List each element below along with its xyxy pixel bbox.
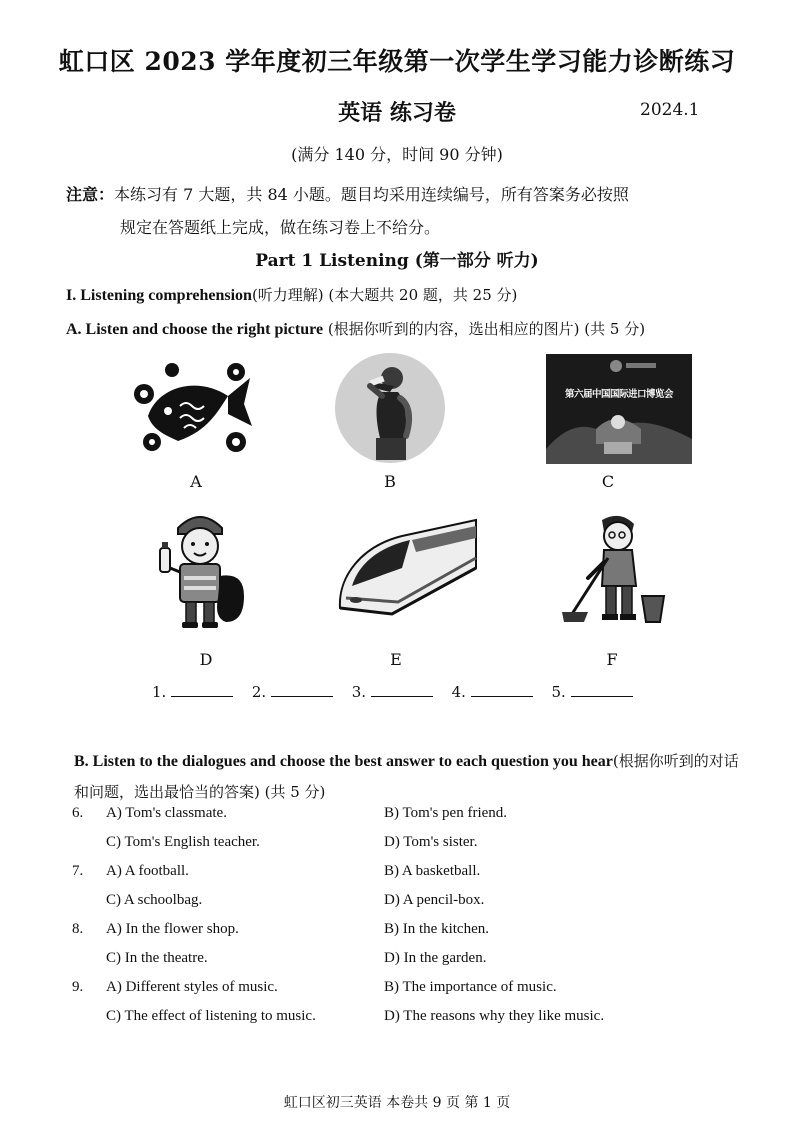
picture-label-e: E: [390, 650, 402, 669]
woman-drinking-icon: [334, 352, 446, 464]
option-b: B) A basketball.: [384, 863, 481, 879]
part-1-heading: Part 1 Listening (第一部分 听力): [255, 251, 539, 271]
answer-blank[interactable]: 3.: [352, 682, 433, 701]
option-c: C) In the theatre.: [106, 950, 208, 966]
notice-block: [66, 178, 736, 244]
question-number: 6.: [72, 805, 84, 821]
expo-poster-text: 第六届中国国际进口博览会: [564, 389, 673, 400]
option-b: B) Tom's pen friend.: [384, 805, 508, 821]
option-a: A) A football.: [106, 863, 189, 879]
picture-label-d: D: [199, 650, 213, 669]
section-1-title-cn: (听力理解) (本大题共 20 题，共 25 分): [251, 286, 518, 304]
paper-cut-fish-icon: [128, 356, 256, 460]
notice-label: 注意：: [66, 185, 115, 204]
notice-line-2: 规定在答题纸上完成，做在练习卷上不给分。: [120, 218, 441, 237]
picture-label-f: F: [606, 650, 618, 669]
exam-date: 2024.1: [640, 100, 700, 120]
option-b: B) In the kitchen.: [384, 921, 489, 937]
score-time: (满分 140 分，时间 90 分钟): [291, 145, 503, 164]
expo-poster-icon: [546, 354, 692, 464]
exam-title: 虹口区 2023 学年度初三年级第一次学生学习能力诊断练习: [58, 47, 736, 76]
option-b: B) The importance of music.: [384, 979, 557, 995]
picture-label-b: B: [384, 472, 396, 491]
section-a-title-cn: (根据你听到的内容，选出相应的图片) (共 5 分): [323, 320, 646, 338]
answer-blank[interactable]: 4.: [452, 682, 533, 701]
volunteer-boy-icon: [148, 506, 252, 632]
answer-blanks: [152, 682, 647, 701]
question-number: 7.: [72, 863, 84, 879]
option-c: C) A schoolbag.: [106, 892, 203, 908]
question-number: 8.: [72, 921, 84, 937]
option-d: D) The reasons why they like music.: [384, 1008, 605, 1024]
picture-label-c: C: [601, 472, 615, 491]
answer-blank[interactable]: 1.: [152, 682, 233, 701]
option-a: A) Tom's classmate.: [106, 805, 227, 821]
section-1-title-en: I. Listening comprehension: [66, 287, 252, 304]
option-c: C) Tom's English teacher.: [106, 834, 260, 850]
section-a-title-en: A. Listen and choose the right picture: [66, 321, 324, 338]
section-1-title: [66, 284, 517, 305]
boy-mopping-icon: [558, 512, 670, 628]
option-d: D) A pencil-box.: [384, 892, 485, 908]
section-b-title: [74, 746, 744, 807]
option-a: A) In the flower shop.: [106, 921, 239, 937]
notice-line-1: 本练习有 7 大题，共 84 小题。题目均采用连续编号，所有答案务必按照: [114, 185, 629, 204]
exam-subtitle: 英语 练习卷: [338, 100, 456, 126]
option-a: A) Different styles of music.: [106, 979, 278, 995]
answer-blank[interactable]: 2.: [252, 682, 333, 701]
option-d: D) In the garden.: [384, 950, 487, 966]
section-b-title-cn: (根据你听到的对话和问题，选出最恰当的答案) (共 5 分): [74, 752, 739, 801]
page-footer: 虹口区初三英语 本卷共 9 页 第 1 页: [283, 1095, 511, 1111]
option-d: D) Tom's sister.: [384, 834, 478, 850]
high-speed-train-icon: [332, 516, 478, 618]
question-number: 9.: [72, 979, 84, 995]
option-c: C) The effect of listening to music.: [106, 1008, 316, 1024]
answer-blank[interactable]: 5.: [552, 682, 633, 701]
picture-label-a: A: [190, 472, 202, 491]
section-b-title-en: B. Listen to the dialogues and choose the best answer to each question you hear: [74, 753, 613, 770]
section-a-title: [66, 318, 645, 339]
